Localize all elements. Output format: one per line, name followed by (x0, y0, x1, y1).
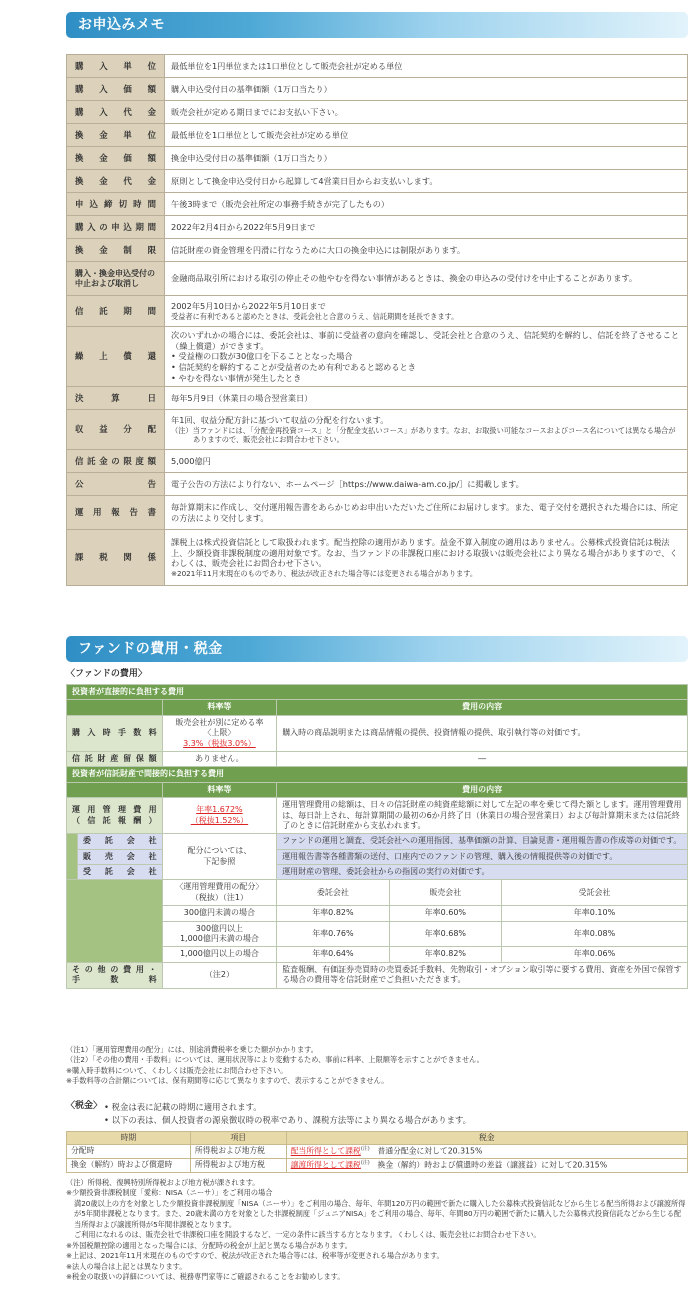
other-label-2: 手数料 (72, 975, 157, 985)
direct-cost-header: 投資者が直接的に負担する費用 (67, 685, 688, 700)
memo-row-value (165, 101, 688, 124)
tax-col-tax: 税金 (286, 1132, 687, 1145)
memo-row-value (165, 296, 688, 327)
tax-type: 配当所得として課税 (290, 1146, 361, 1156)
mgmt-rate-1: 年率1.672% (196, 805, 243, 815)
col-content-header: 費用の内容 (277, 700, 688, 715)
memo-row-text: 次のいずれかの場合には、委託会社は、事前に受益者の意向を確認し、受託会社と合意のうえ、信託契約を解約し、信託を終了させること（繰上償還）ができます。 (171, 330, 680, 351)
memo-row-value (165, 327, 688, 387)
memo-row-value (165, 530, 688, 586)
memo-row (67, 101, 688, 124)
tax-type: 譲渡所得として課税 (290, 1160, 361, 1170)
party-label-distributor: 販売会社 (78, 849, 163, 864)
tax-mark: (注) (360, 1146, 370, 1153)
memo-row-label: 決算日 (67, 387, 165, 410)
memo-row-text: 金融商品取引所における取引の停止その他やむを得ない事情があるときは、換金の申込みの受付けを中止することがあります。 (171, 273, 638, 284)
tax-note: ※法人の場合は上記とは異なります。 (66, 1261, 187, 1271)
alloc-value: 年率0.82% (389, 947, 501, 962)
memo-row-note: （注）当ファンドには、「分配金再投資コース」と「分配金支払いコース」があります。なお、お取扱い可能なコースおよびコース名については異なる場合がありますので、販売会社にお問合わせ下さい。 (171, 425, 676, 445)
memo-row-value (165, 55, 688, 78)
memo-row (67, 296, 688, 327)
memo-row-text: 2002年5月10日から2022年5月10日まで (171, 300, 326, 311)
memo-row-text: 2022年2月4日から2022年5月9日まで (171, 221, 316, 232)
tax-item: 所得税および地方税 (190, 1158, 286, 1172)
tax-intro-2: • 以下の表は、個人投資者の源泉徴収時の税率であり、課税方法等により異なる場合があります。 (104, 1114, 472, 1125)
other-fee-rate: （注2） (162, 962, 277, 988)
memo-row (67, 496, 688, 530)
memo-section-title: お申込みメモ (78, 17, 165, 33)
memo-row-label: 購入・換金申込受付の中止および取消し (67, 262, 165, 296)
tax-intro (104, 1101, 471, 1126)
purchase-rate-text: 販売会社が別に定める率 (175, 717, 264, 727)
tax-table (66, 1131, 688, 1173)
tax-note: 満20歳以上の方を対象とした少額投資非課税制度「NISA（ニーサ）」をご利用の場合、毎年、年間120万円の範囲で新たに購入した公募株式投資信託などから生じる配当所得および譲渡所得が5年間非課税となります。また、20歳未満の方を対象とした非課税制度「ジュニアNISA」をご利用の場合、毎年、年間80万円の範囲で新たに購入した公募株式投資信託などから生じる配当所得および譲渡所得が5年間非課税となります。 (74, 1198, 686, 1229)
reserve-rate: ありません。 (162, 751, 277, 766)
tax-note: ※税金の取扱いの詳細については、税務専門家等にご確認されることをお勧めします。 (66, 1271, 345, 1281)
memo-row (67, 410, 688, 450)
tax-mark: (注) (360, 1159, 370, 1166)
memo-row-label: 課税関係 (67, 530, 165, 586)
memo-row-value (165, 496, 688, 530)
party-content-consignor: ファンドの運用と調査、受託会社への運用指図、基準価額の計算、目論見書・運用報告書の作成等の対価です。 (277, 834, 688, 849)
fee-notes (66, 1045, 688, 1087)
memo-row-label: 公告 (67, 473, 165, 496)
memo-row-label: 申込締切時間 (67, 193, 165, 216)
purchase-fee-label: 購入時手数料 (67, 715, 163, 751)
memo-row-label: 換金価額 (67, 147, 165, 170)
memo-row-text: 販売会社が定める期日までにお支払い下さい。 (171, 106, 343, 117)
memo-row-value (165, 78, 688, 101)
memo-row (67, 327, 688, 387)
party-content-distributor: 運用報告書等各種書類の送付、口座内でのファンドの管理、購入後の情報提供等の対価です。 (277, 849, 688, 864)
memo-row-text: 信託財産の資金管理を円滑に行なうために大口の換金申込には制限があります。 (171, 244, 466, 255)
memo-row-label: 購入単位 (67, 55, 165, 78)
memo-row-text: 課税上は株式投資信託として取扱われます。配当控除の適用があります。益金不算入制度の適用はありません。公募株式投資信託は税法上、少額投資非課税制度の適用対象です。なお、当ファンドの非課税口座における取扱いは販売会社により異なる場合がありますので、くわしくは、販売会社にお問合わせ下さい。 (171, 537, 678, 569)
memo-row (67, 55, 688, 78)
memo-row-label: 換金制限 (67, 239, 165, 262)
tax-note: ※上記は、2021年11月末現在のものですので、税法が改正された場合等には、税率等が変更される場合があります。 (66, 1251, 444, 1261)
party-label-consignor: 委託会社 (78, 834, 163, 849)
memo-row-text: 電子公告の方法により行ない、ホームページ［https://www.daiwa-am.co.jp/］に掲載します。 (171, 478, 524, 489)
alloc-table-head (162, 880, 277, 906)
tax-notes (66, 1178, 688, 1282)
memo-row-label: 購入代金 (67, 101, 165, 124)
memo-row-label: 購入の申込期間 (67, 216, 165, 239)
memo-row (67, 262, 688, 296)
memo-row-text: 最低単位を1円単位または1口単位として販売会社が定める単位 (171, 60, 403, 71)
memo-row (67, 78, 688, 101)
memo-row (67, 147, 688, 170)
memo-row (67, 530, 688, 586)
other-fee-label (67, 962, 163, 988)
memo-row-value (165, 147, 688, 170)
tax-period: 換金（解約）時および償還時 (67, 1158, 191, 1172)
alloc-col-distributor: 販売会社 (389, 880, 501, 906)
memo-row-note: ※2021年11月末現在のものであり、税法が改正された場合等には変更される場合があります。 (171, 569, 478, 579)
tax-col-period: 時期 (67, 1132, 191, 1145)
indirect-cost-header: 投資者が信託財産で間接的に負担する費用 (67, 767, 688, 782)
memo-row-value (165, 124, 688, 147)
memo-table (66, 54, 688, 586)
alloc-row-label: 300億円未満の場合 (162, 906, 277, 921)
memo-row-value (165, 473, 688, 496)
alloc-col-trustee: 受託会社 (502, 880, 688, 906)
tax-detail-text: 換金（解約）時および償還時の差益（譲渡益）に対して20.315% (377, 1160, 608, 1170)
fee-note: ※手数料等の合計額については、保有期間等に応じて異なりますので、表示することができません。 (66, 1076, 389, 1086)
purchase-rate-max: 3.3%（税抜3.0%） (183, 738, 256, 748)
memo-row-label: 信託期間 (67, 296, 165, 327)
reserve-content: ― (277, 751, 688, 766)
memo-row-note: 受益者に有利であると認めたときは、受託会社と合意のうえ、信託期間を延長できます。 (171, 311, 459, 321)
tax-col-item: 項目 (190, 1132, 286, 1145)
memo-row-text: 購入申込受付日の基準価額（1万口当たり） (171, 83, 332, 94)
memo-row (67, 450, 688, 473)
memo-row-text: 午後3時まで（販売会社所定の事務手続きが完了したもの） (171, 198, 390, 209)
memo-bullet-item: • やむを得ない事情が発生したとき (171, 373, 681, 384)
tax-detail-text: 普通分配金に対して20.315% (377, 1146, 483, 1156)
tax-note: ※少額投資非課税制度「愛称：NISA（ニーサ）」をご利用の場合 (66, 1188, 273, 1198)
tax-intro-1: • 税金は表に記載の時期に適用されます。 (104, 1102, 262, 1112)
alloc-value: 年率0.68% (389, 921, 501, 947)
memo-section-header (66, 12, 688, 38)
memo-row-value (165, 239, 688, 262)
fees-section-header (66, 636, 688, 662)
memo-row (67, 239, 688, 262)
other-label-1: その他の費用・ (72, 964, 157, 974)
purchase-fee-content: 購入時の商品説明または商品情報の提供、投資情報の提供、取引執行等の対価です。 (277, 715, 688, 751)
tax-item: 所得税および地方税 (190, 1145, 286, 1159)
memo-bullet-item: • 信託契約を解約することが受益者のため有利であると認めるとき (171, 362, 681, 373)
tax-note: （注）所得税、復興特別所得税および地方税が課されます。 (66, 1178, 260, 1187)
memo-row-label: 繰上償還 (67, 327, 165, 387)
memo-row-label: 運用報告書 (67, 496, 165, 530)
fee-note: ※購入時手数料について、くわしくは販売会社にお問合わせ下さい。 (66, 1065, 288, 1075)
fees-section-title: ファンドの費用・税金 (78, 641, 223, 657)
memo-row-label: 換金単位 (67, 124, 165, 147)
alloc-value: 年率0.82% (277, 906, 389, 921)
col-rate-header-2: 料率等 (162, 782, 277, 797)
alloc-row-label-1: 300億円以上 (195, 923, 244, 933)
memo-row-value (165, 170, 688, 193)
tax-note: ※外国税額控除の適用となった場合には、分配時の税金が上記と異なる場合があります。 (66, 1240, 352, 1250)
tax-title: 〈税金〉 (66, 1101, 103, 1111)
col-content-header-2: 費用の内容 (277, 782, 688, 797)
memo-bullet-list (171, 351, 681, 383)
memo-row-value (165, 262, 688, 296)
alloc-col-consignor: 委託会社 (277, 880, 389, 906)
memo-row-label: 購入価額 (67, 78, 165, 101)
other-fee-content: 監査報酬、有価証券売買時の売買委託手数料、先物取引・オプション取引等に要する費用、資産を外国で保管する場合の費用等を信託財産でご負担いただきます。 (277, 962, 688, 988)
fee-table (66, 684, 688, 989)
mgmt-label-1: 運用管理費用 (72, 805, 157, 815)
memo-row-text: 5,000億円 (171, 455, 211, 466)
memo-row-label: 収益分配 (67, 410, 165, 450)
alloc-value: 年率0.10% (502, 906, 688, 921)
purchase-rate-prefix: 〈上限〉 (203, 728, 236, 738)
alloc-rate-2: 下記参照 (203, 856, 236, 866)
memo-row-value (165, 450, 688, 473)
memo-row (67, 473, 688, 496)
alloc-value: 年率0.08% (502, 921, 688, 947)
memo-bullet-item: • 受益権の口数が30億口を下ることとなった場合 (171, 351, 681, 362)
mgmt-fee-rate (162, 798, 277, 834)
alloc-head-1: 〈運用管理費用の配分〉 (175, 882, 264, 892)
alloc-value: 年率0.06% (502, 947, 688, 962)
memo-row-text: 毎年5月9日（休業日の場合翌営業日） (171, 392, 313, 403)
col-rate-header: 料率等 (162, 700, 277, 715)
memo-row-text: 換金申込受付日の基準価額（1万口当たり） (171, 152, 332, 163)
memo-row (67, 193, 688, 216)
memo-row-value (165, 193, 688, 216)
tax-note: ご利用になれるのは、販売会社で非課税口座を開設するなど、一定の条件に該当する方となります。くわしくは、販売会社にお問合わせ下さい。 (74, 1230, 541, 1240)
memo-row-value (165, 410, 688, 450)
tax-period: 分配時 (67, 1145, 191, 1159)
alloc-row-label: 1,000億円以上の場合 (162, 947, 277, 962)
tax-detail (286, 1158, 687, 1172)
memo-row (67, 216, 688, 239)
alloc-row-label (162, 921, 277, 947)
mgmt-fee-content: 運用管理費用の総額は、日々の信託財産の純資産総額に対して左記の率を乗じて得た額とします。運用管理費用は、毎日計上され、毎計算期間の最初の6か月終了日（休業日の場合翌営業日）および毎計算期末または信託終了のときに信託財産から支払われます。 (277, 798, 688, 834)
memo-row-text: 毎計算期末に作成し、交付運用報告書をあらかじめお申出いただいたご住所にお届けします。また、電子交付を選択された場合には、所定の方法により交付します。 (171, 502, 678, 523)
party-label-trustee: 受託会社 (78, 865, 163, 880)
fees-subtitle: 〈ファンドの費用〉 (66, 669, 147, 679)
memo-row-text: 年1回、収益分配方針に基づいて収益の分配を行ないます。 (171, 415, 389, 426)
alloc-rate-1: 配分については、 (187, 846, 252, 856)
memo-row (67, 170, 688, 193)
mgmt-rate-2: （税抜1.52%） (190, 815, 249, 825)
party-content-trustee: 運用財産の管理、委託会社からの指図の実行の対価です。 (277, 865, 688, 880)
alloc-row-label-2: 1,000億円未満の場合 (179, 934, 259, 944)
alloc-value: 年率0.60% (389, 906, 501, 921)
mgmt-label-2: （信託報酬） (72, 815, 157, 825)
memo-row-value (165, 387, 688, 410)
mgmt-fee-label (67, 798, 163, 834)
memo-row (67, 124, 688, 147)
memo-row-value (165, 216, 688, 239)
fee-note: （注1）「運用管理費用の配分」には、別途消費税率を乗じた額がかかります。 (66, 1045, 318, 1054)
alloc-value: 年率0.64% (277, 947, 389, 962)
memo-row-text: 原則として換金申込受付日から起算して4営業日目からお支払いします。 (171, 175, 438, 186)
purchase-fee-rate (162, 715, 277, 751)
memo-row-text: 最低単位を1口単位として販売会社が定める単位 (171, 129, 349, 140)
memo-row-label: 信託金の限度額 (67, 450, 165, 473)
fee-note: （注2）「その他の費用・手数料」については、運用状況等により変動するため、事前に料率、上限額等を示すことができません。 (66, 1055, 484, 1065)
tax-detail (286, 1145, 687, 1159)
memo-row (67, 387, 688, 410)
reserve-label: 信託財産留保額 (67, 751, 163, 766)
alloc-head-2: （税抜）（注1） (190, 892, 248, 902)
alloc-value: 年率0.76% (277, 921, 389, 947)
alloc-rate (162, 834, 277, 880)
memo-row-label: 換金代金 (67, 170, 165, 193)
